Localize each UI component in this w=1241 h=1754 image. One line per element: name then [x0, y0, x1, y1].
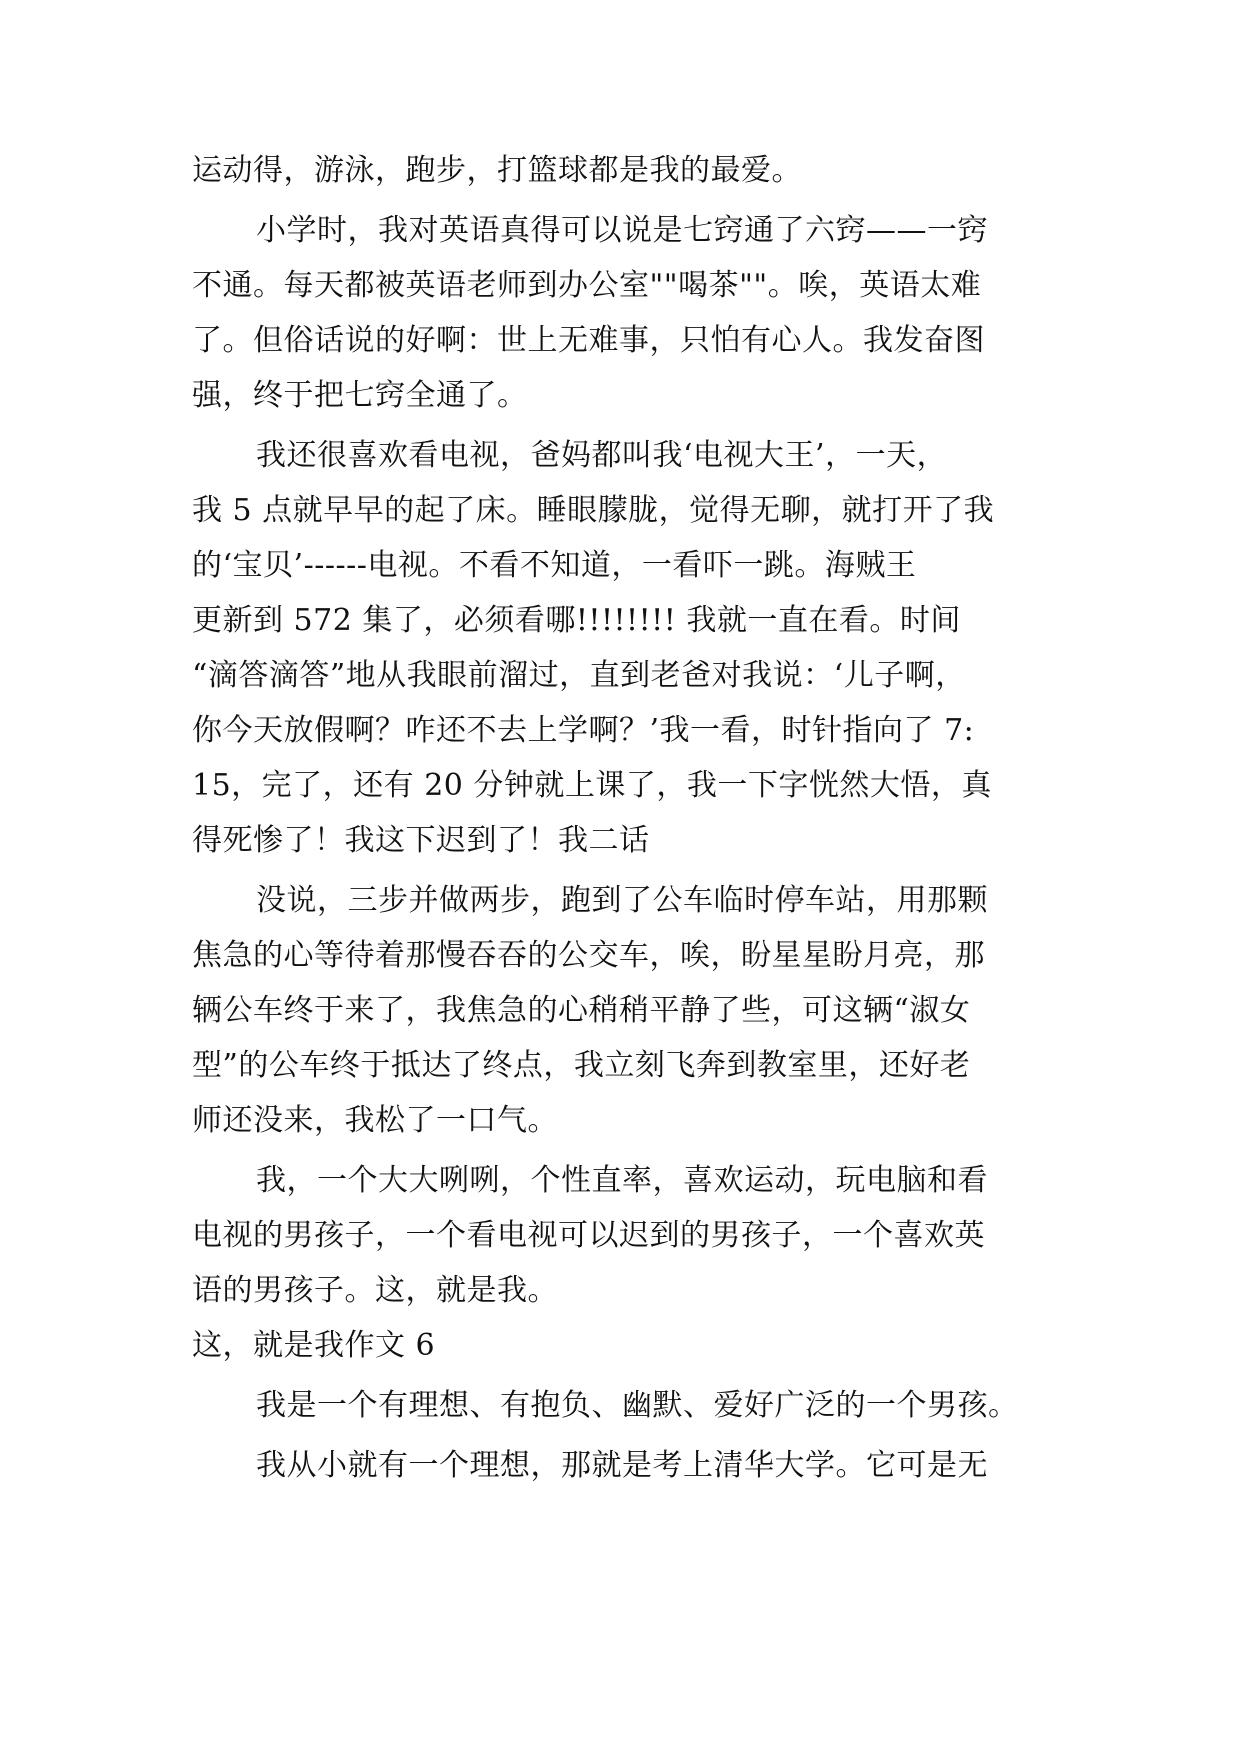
text-line: 辆公车终于来了，我焦急的心稍稍平静了些，可这辆“淑女 — [192, 993, 971, 1028]
text-line: 电视的男孩子，一个看电视可以迟到的男孩子，一个喜欢英 — [192, 1218, 985, 1253]
text-line: 焦急的心等待着那慢吞吞的公交车，唉，盼星星盼月亮，那 — [192, 938, 985, 973]
paragraph-start-line: 没说，三步并做两步，跑到了公车临时停车站，用那颗 — [256, 883, 988, 918]
section-heading: 这，就是我作文 6 — [192, 1328, 436, 1363]
text-line: 不通。每天都被英语老师到办公室""喝茶""。唉，英语太难 — [192, 268, 982, 303]
text-line: 你今天放假啊？咋还不去上学啊？’我一看，时针指向了 7: — [192, 713, 975, 748]
text-line: 15，完了，还有 20 分钟就上课了，我一下字恍然大悟，真 — [192, 768, 992, 803]
text-line: 得死惨了！我这下迟到了！我二话 — [192, 823, 650, 858]
paragraph-start-line: 我，一个大大咧咧，个性直率，喜欢运动，玩电脑和看 — [256, 1163, 988, 1198]
text-line: 我 5 点就早早的起了床。睡眼朦胧，觉得无聊，就打开了我 — [192, 493, 995, 528]
text-line: 强，终于把七窍全通了。 — [192, 378, 528, 413]
text-line: “滴答滴答”地从我眼前溜过，直到老爸对我说：‘儿子啊， — [192, 658, 966, 693]
text-line: 师还没来，我松了一口气。 — [192, 1103, 558, 1138]
text-line: 型”的公车终于抵达了终点，我立刻飞奔到教室里，还好老 — [192, 1048, 971, 1083]
text-line: 的‘宝贝’------电视。不看不知道，一看吓一跳。海贼王 — [192, 548, 917, 583]
text-line: 运动得，游泳，跑步，打篮球都是我的最爱。 — [192, 153, 802, 188]
text-line: 更新到 572 集了，必须看哪!!!!!!!! 我就一直在看。时间 — [192, 603, 961, 638]
paragraph-start-line: 我是一个有理想、有抱负、幽默、爱好广泛的一个男孩。 — [256, 1388, 1019, 1423]
paragraph-start-line: 小学时，我对英语真得可以说是七窍通了六窍——一窍 — [256, 213, 988, 248]
text-line: 语的男孩子。这，就是我。 — [192, 1273, 558, 1308]
paragraph-start-line: 我还很喜欢看电视，爸妈都叫我‘电视大王’，一天， — [256, 438, 948, 473]
text-line: 了。但俗话说的好啊：世上无难事，只怕有心人。我发奋图 — [192, 323, 985, 358]
paragraph-start-line: 我从小就有一个理想，那就是考上清华大学。它可是无 — [256, 1448, 988, 1483]
